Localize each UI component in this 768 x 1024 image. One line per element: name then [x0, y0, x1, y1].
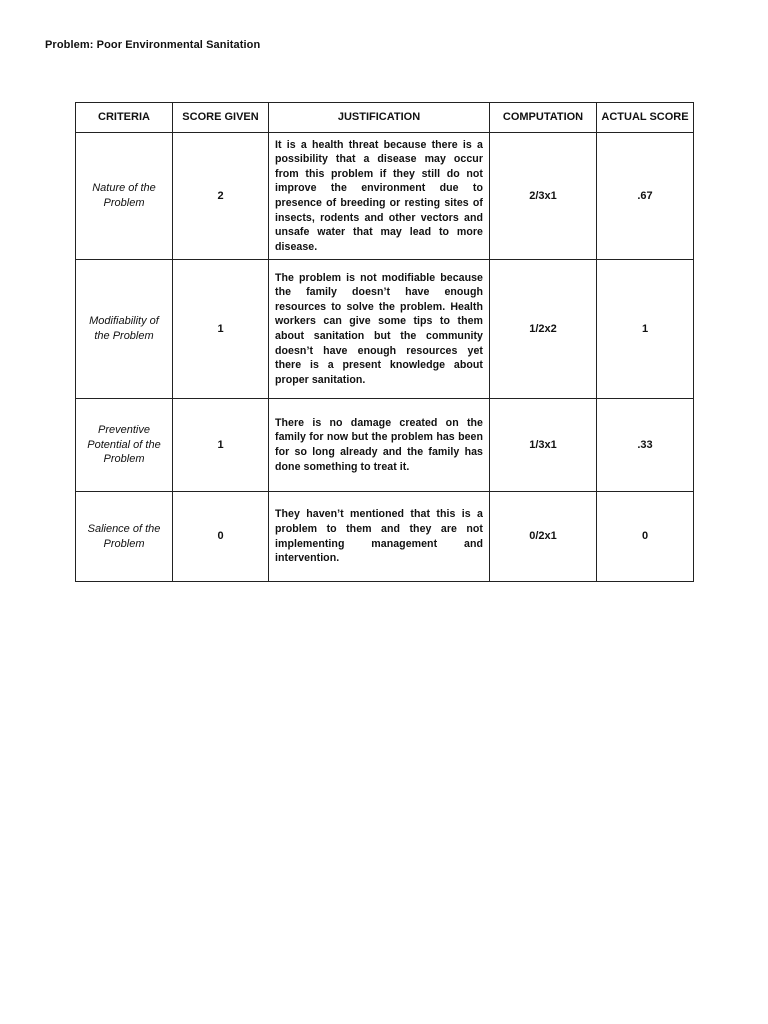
justification-cell: They haven’t mentioned that this is a problem to them and they are not implementing management and intervention. [269, 492, 490, 582]
table-row [76, 133, 694, 260]
header-computation: COMPUTATION [490, 103, 597, 133]
computation-cell: 1/2x2 [490, 260, 597, 399]
score-given-cell: 2 [173, 133, 269, 260]
table-row [76, 399, 694, 492]
computation-cell: 2/3x1 [490, 133, 597, 260]
actual-score-cell: .33 [597, 399, 694, 492]
actual-score-cell: .67 [597, 133, 694, 260]
score-given-cell: 1 [173, 399, 269, 492]
header-criteria: CRITERIA [76, 103, 173, 133]
table-header-row [76, 103, 694, 133]
score-given-cell: 1 [173, 260, 269, 399]
actual-score-cell: 0 [597, 492, 694, 582]
justification-cell: The problem is not modifiable because the family doesn’t have enough resources to solve the problem. Health workers can give some tips to them about sanitation but the community doesn’t have enough resources yet there is a present knowledge about proper sanitation. [269, 260, 490, 399]
header-justification: JUSTIFICATION [269, 103, 490, 133]
table-row [76, 260, 694, 399]
computation-cell: 0/2x1 [490, 492, 597, 582]
scoring-table [75, 102, 694, 582]
header-score-given: SCORE GIVEN [173, 103, 269, 133]
criteria-cell: Nature of the Problem [76, 133, 173, 260]
criteria-cell: Salience of the Problem [76, 492, 173, 582]
justification-cell: It is a health threat because there is a possibility that a disease may occur from this problem if they still do not improve the environment due to presence of breeding or resting sites of insects, rodents and other vectors and unsafe water that may lead to more disease. [269, 133, 490, 260]
actual-score-cell: 1 [597, 260, 694, 399]
header-actual-score: ACTUAL SCORE [597, 103, 694, 133]
score-given-cell: 0 [173, 492, 269, 582]
page-title: Problem: Poor Environmental Sanitation [45, 39, 261, 51]
computation-cell: 1/3x1 [490, 399, 597, 492]
criteria-cell: Preventive Potential of the Problem [76, 399, 173, 492]
criteria-cell: Modifiability of the Problem [76, 260, 173, 399]
justification-cell: There is no damage created on the family for now but the problem has been for so long already and the family has done something to treat it. [269, 399, 490, 492]
table-row [76, 492, 694, 582]
